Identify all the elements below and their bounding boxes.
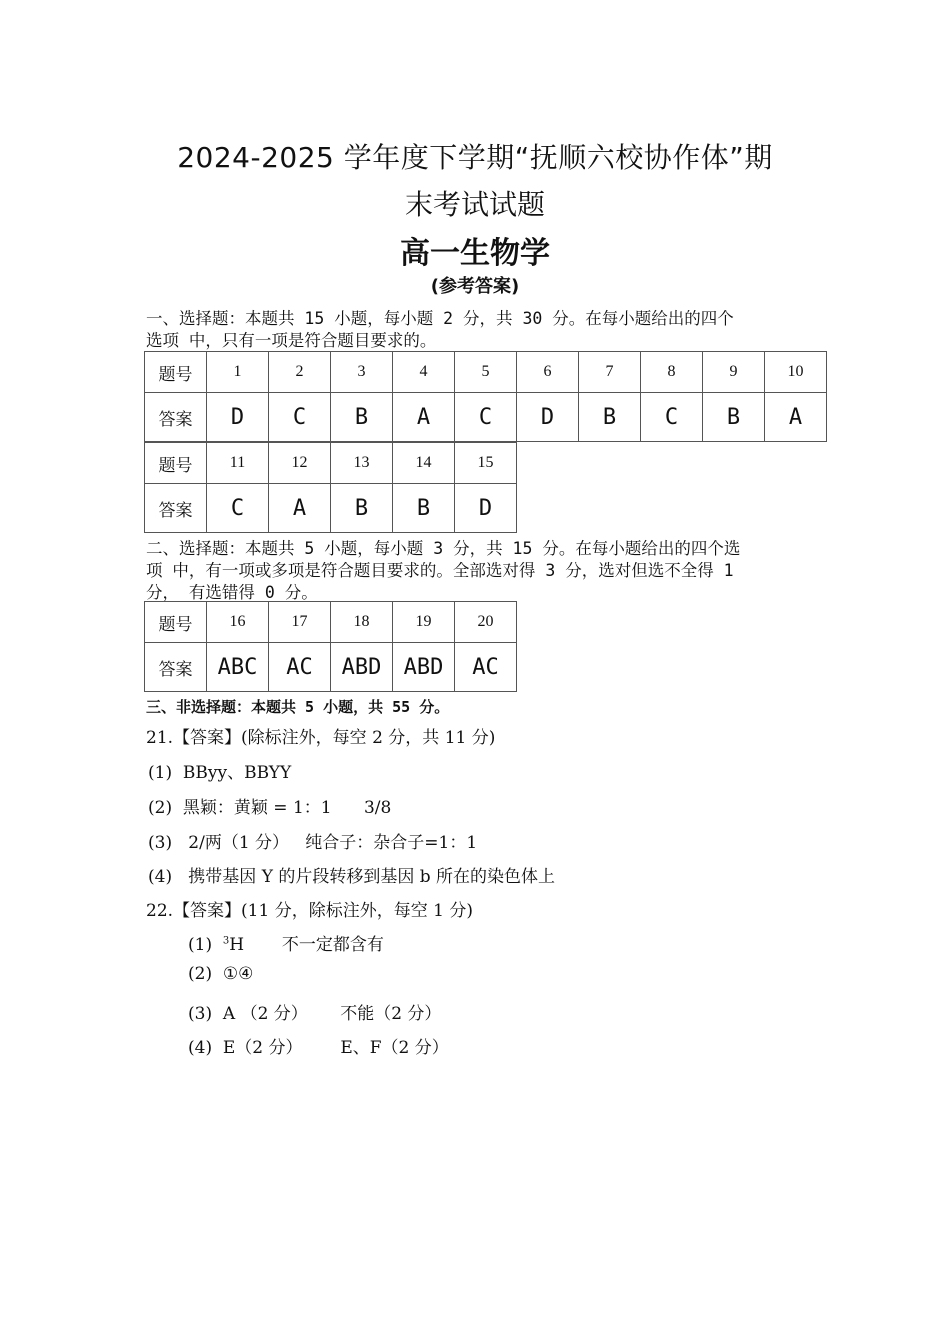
question-number-cell: 17 [269,602,331,643]
subject-title: 高一生物学 [400,236,550,271]
question-row [145,352,827,393]
answer-row [145,393,827,442]
answer-cell: ABC [207,643,269,692]
question-number-cell: 14 [393,443,455,484]
q22-item-2: (2) ①④ [188,964,254,984]
question-number-cell: 15 [455,443,517,484]
answer-key-label: (参考答案) [430,276,520,297]
question-number-cell: 6 [517,352,579,393]
section1-instruction-line2: 选项 中，只有一项是符合题目要求的。 [146,331,437,350]
q21-title: 21.【答案】(除标注外，每空 2 分，共 11 分) [146,728,496,748]
answer-cell: B [579,393,641,442]
question-number-cell: 10 [765,352,827,393]
q22-item-3: (3) A （2 分） 不能（2 分） [188,1004,442,1024]
answer-cell: ABD [331,643,393,692]
answer-label: 答案 [145,643,207,692]
question-number-cell: 2 [269,352,331,393]
question-row [145,443,517,484]
section1-table-a [144,351,827,442]
answer-cell: ABD [393,643,455,692]
q22-item-1-text: H 不一定都含有 [229,935,384,955]
section1-instruction [146,308,826,352]
answer-label: 答案 [145,393,207,442]
q22-title: 22.【答案】(11 分，除标注外，每空 1 分) [146,901,473,921]
question-number-cell: 3 [331,352,393,393]
question-number-cell: 5 [455,352,517,393]
answer-cell: D [517,393,579,442]
section2-instruction-line1: 二、选择题：本题共 5 小题，每小题 3 分，共 15 分。在每小题给出的四个选 [146,539,741,558]
answer-cell: C [207,484,269,533]
section2-instruction [146,538,826,604]
answer-cell: D [455,484,517,533]
question-number-cell: 11 [207,443,269,484]
q21-item-2: (2) 黑颖：黄颖 = 1：1 3/8 [148,798,392,818]
q22-item-1 [188,930,384,955]
q22-item-1-prefix: (1) [188,935,223,955]
answer-cell: C [641,393,703,442]
question-number-cell: 7 [579,352,641,393]
question-number-cell: 16 [207,602,269,643]
answer-cell: A [393,393,455,442]
question-number-cell: 12 [269,443,331,484]
question-number-cell: 18 [331,602,393,643]
answer-cell: B [393,484,455,533]
section2-table [144,601,517,692]
question-number-cell: 20 [455,602,517,643]
answer-cell: A [269,484,331,533]
q22-item-4: (4) E（2 分） E、F（2 分） [188,1038,449,1058]
question-number-cell: 13 [331,443,393,484]
answer-cell: B [331,484,393,533]
section1-instruction-line1: 一、选择题：本题共 15 小题，每小题 2 分，共 30 分。在每小题给出的四个 [146,309,734,328]
question-number-cell: 4 [393,352,455,393]
question-label: 题号 [145,443,207,484]
question-label: 题号 [145,352,207,393]
answer-cell: AC [455,643,517,692]
question-number-cell: 9 [703,352,765,393]
q21-item-1: (1) BByy、BBYY [148,763,292,783]
q21-item-3: (3) 2/两（1 分） 纯合子：杂合子=1：1 [148,833,478,853]
doc-title-line1: 2024-2025 学年度下学期“抚顺六校协作体”期 [177,141,773,174]
question-label: 题号 [145,602,207,643]
question-number-cell: 19 [393,602,455,643]
question-number-cell: 8 [641,352,703,393]
doc-title-line2: 末考试试题 [404,188,545,221]
answer-cell: B [703,393,765,442]
section3-heading: 三、非选择题：本题共 5 小题，共 55 分。 [146,698,450,716]
answer-row [145,643,517,692]
answer-cell: A [765,393,827,442]
question-number-cell: 1 [207,352,269,393]
section2-instruction-line3: 分， 有选错得 0 分。 [146,583,318,602]
answer-cell: B [331,393,393,442]
answer-cell: D [207,393,269,442]
question-row [145,602,517,643]
answer-cell: C [269,393,331,442]
section2-instruction-line2: 项 中，有一项或多项是符合题目要求的。全部选对得 3 分，选对但选不全得 1 [146,561,734,580]
isotope-superscript: 3 [222,935,230,947]
section1-table-b [144,442,517,533]
q21-item-4: (4) 携带基因 Y 的片段转移到基因 b 所在的染色体上 [148,867,556,887]
answer-cell: AC [269,643,331,692]
answer-label: 答案 [145,484,207,533]
answer-row [145,484,517,533]
answer-cell: C [455,393,517,442]
